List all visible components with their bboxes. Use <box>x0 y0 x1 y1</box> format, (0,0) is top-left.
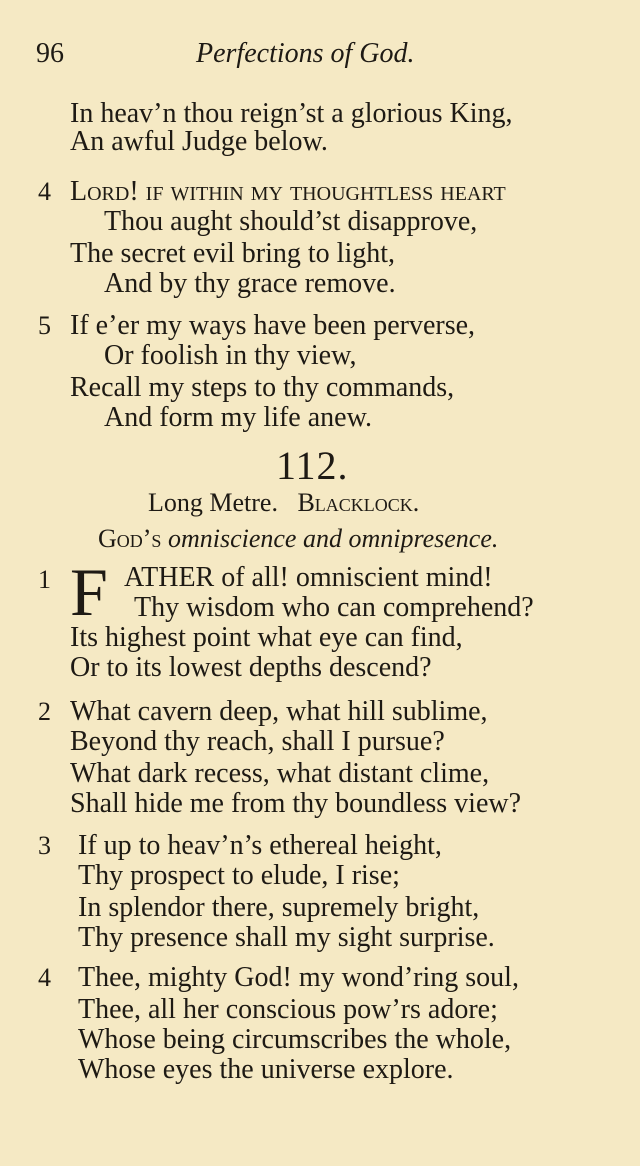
page-number: 96 <box>36 38 64 69</box>
verse-number: 4 <box>38 963 51 992</box>
verse-line: An awful Judge below. <box>70 126 328 157</box>
verse-line: If up to heav’n’s ethereal height, <box>78 830 442 861</box>
verse-line: Beyond thy reach, shall I pursue? <box>70 726 445 757</box>
verse-line: In heav’n thou reign’st a glorious King, <box>70 98 513 129</box>
hymn-subject <box>98 524 498 554</box>
page-header <box>36 38 596 78</box>
verse-line: Shall hide me from thy boundless view? <box>70 788 522 819</box>
verse-line: Or to its lowest depths descend? <box>70 652 432 683</box>
running-title: Perfections of God. <box>196 38 415 69</box>
verse-line: Whose eyes the universe explore. <box>78 1054 454 1085</box>
verse-line: Thy prospect to elude, I rise; <box>78 860 400 891</box>
verse-line: ATHER of all! omniscient mind! <box>124 562 493 593</box>
verse-number: 5 <box>38 311 51 340</box>
verse-line: Thy presence shall my sight surprise. <box>78 922 495 953</box>
hymn-meter: Long Metre. <box>148 488 278 517</box>
verse-number: 1 <box>38 565 51 594</box>
verse-line: Recall my steps to thy commands, <box>70 372 455 403</box>
verse-line: Thy wisdom who can comprehend? <box>134 592 534 623</box>
verse-number: 2 <box>38 697 51 726</box>
subject-text: omniscience and omnipresence. <box>167 524 499 553</box>
verse-line: Its highest point what eye can find, <box>70 622 463 653</box>
verse-line: Whose being circumscribes the whole, <box>78 1024 512 1055</box>
hymn-author: Blacklock. <box>297 488 420 517</box>
subject-prefix: God’s <box>98 524 162 553</box>
verse-line: The secret evil bring to light, <box>70 238 396 269</box>
hymn-number: 112. <box>276 443 349 488</box>
verse-line: Or foolish in thy view, <box>104 340 357 371</box>
verse-line: And by thy grace remove. <box>104 268 396 299</box>
verse-number: 4 <box>38 177 51 206</box>
verse-line: And form my life anew. <box>104 402 372 433</box>
verse-line: Thou aught should’st disapprove, <box>104 206 478 237</box>
verse-line: What cavern deep, what hill sublime, <box>70 696 488 727</box>
verse-line: If e’er my ways have been perverse, <box>70 310 476 341</box>
verse-line: In splendor there, supremely bright, <box>78 892 480 923</box>
hymn-meter-author <box>148 488 419 518</box>
verse-line: Lord! if within my thoughtless heart <box>70 176 506 207</box>
verse-line: Thee, all her conscious pow’rs adore; <box>78 994 498 1025</box>
verse-line: Thee, mighty God! my wond’ring soul, <box>78 962 519 993</box>
verse-line: What dark recess, what distant clime, <box>70 758 490 789</box>
verse-number: 3 <box>38 831 51 860</box>
drop-cap: F <box>70 554 108 630</box>
